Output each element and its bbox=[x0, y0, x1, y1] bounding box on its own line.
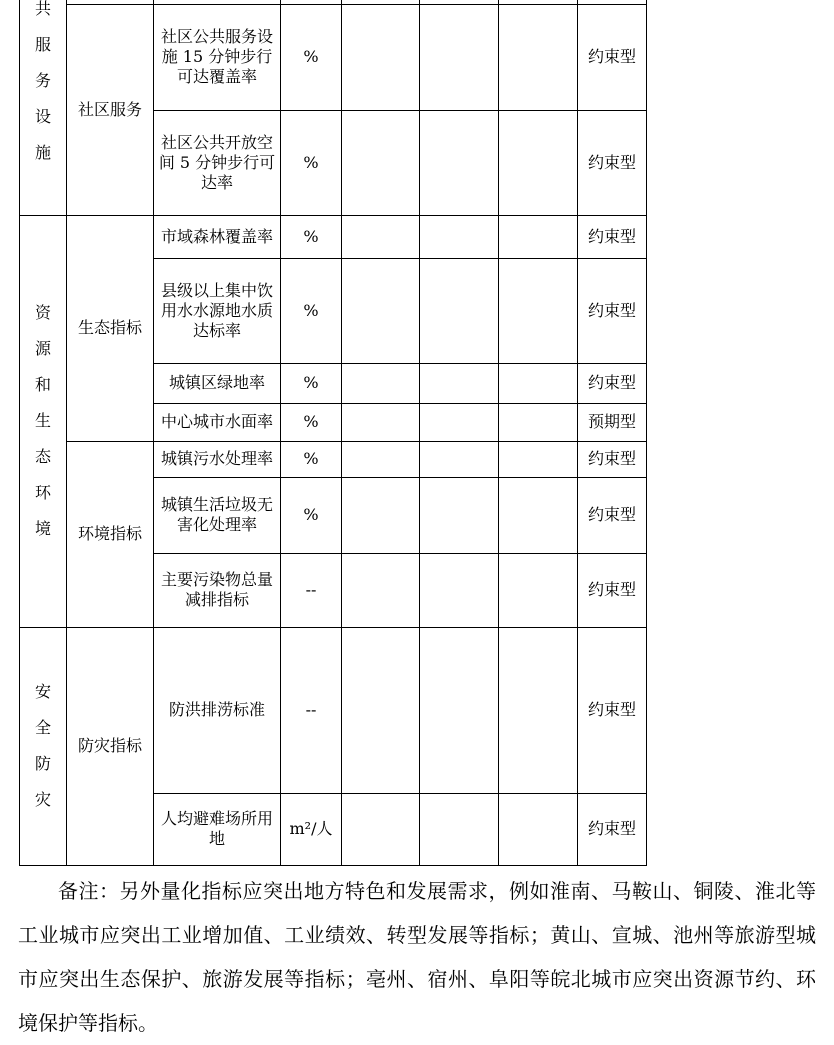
empty-cell bbox=[420, 4, 499, 110]
indicator-cell: 城镇区绿地率 bbox=[154, 363, 281, 403]
type-cell: 约束型 bbox=[578, 477, 647, 553]
empty-cell bbox=[499, 477, 578, 553]
category-cell-resources-ecology bbox=[20, 215, 67, 627]
footnote bbox=[18, 869, 816, 1045]
footnote-line: 市应突出生态保护、旅游发展等指标；亳州、宿州、阜阳等皖北城市应突出资源节约、环 bbox=[18, 967, 816, 991]
indicator-cell: 主要污染物总量减排指标 bbox=[154, 553, 281, 627]
unit-cell: % bbox=[281, 258, 342, 363]
subcategory-cell-disaster-prevention-indicators: 防灾指标 bbox=[67, 627, 154, 865]
unit-cell: % bbox=[281, 215, 342, 258]
empty-cell bbox=[342, 477, 420, 553]
unit-cell: % bbox=[281, 477, 342, 553]
category-char: 灾 bbox=[34, 790, 51, 809]
indicator-cell: 社区公共开放空间 5 分钟步行可达率 bbox=[154, 110, 281, 215]
empty-cell bbox=[499, 4, 578, 110]
category-char: 和 bbox=[34, 375, 51, 394]
type-cell: 约束型 bbox=[578, 363, 647, 403]
indicator-cell: 城镇生活垃圾无害化处理率 bbox=[154, 477, 281, 553]
type-cell: 约束型 bbox=[578, 4, 647, 110]
category-char: 环 bbox=[34, 483, 51, 502]
subcategory-cell-environment-indicators: 环境指标 bbox=[67, 441, 154, 627]
indicator-table bbox=[19, 0, 647, 866]
subcategory-cell-ecology-indicators: 生态指标 bbox=[67, 215, 154, 441]
table-row bbox=[20, 441, 647, 477]
category-char: 生 bbox=[34, 411, 51, 430]
type-cell: 约束型 bbox=[578, 627, 647, 793]
type-cell: 约束型 bbox=[578, 110, 647, 215]
table-row bbox=[20, 627, 647, 793]
empty-cell bbox=[420, 627, 499, 793]
empty-cell bbox=[342, 110, 420, 215]
type-cell: 约束型 bbox=[578, 441, 647, 477]
unit-cell: % bbox=[281, 4, 342, 110]
empty-cell bbox=[342, 258, 420, 363]
unit-cell: % bbox=[281, 363, 342, 403]
category-char: 安 bbox=[34, 682, 51, 701]
unit-cell: % bbox=[281, 403, 342, 441]
indicator-cell: 县级以上集中饮用水水源地水质达标率 bbox=[154, 258, 281, 363]
empty-cell bbox=[342, 403, 420, 441]
empty-cell bbox=[342, 4, 420, 110]
indicator-cell: 人均避难场所用地 bbox=[154, 793, 281, 865]
empty-cell bbox=[420, 477, 499, 553]
empty-cell bbox=[342, 793, 420, 865]
indicator-cell: 社区公共服务设施 15 分钟步行可达覆盖率 bbox=[154, 4, 281, 110]
category-char: 服 bbox=[34, 35, 51, 55]
category-char: 共 bbox=[34, 0, 51, 19]
empty-cell bbox=[499, 215, 578, 258]
category-cell-public-service-facilities bbox=[20, 0, 67, 215]
type-cell: 约束型 bbox=[578, 793, 647, 865]
empty-cell bbox=[420, 363, 499, 403]
unit-cell: % bbox=[281, 110, 342, 215]
empty-cell bbox=[420, 403, 499, 441]
indicator-cell: 市域森林覆盖率 bbox=[154, 215, 281, 258]
type-cell: 约束型 bbox=[578, 258, 647, 363]
empty-cell bbox=[420, 793, 499, 865]
empty-cell bbox=[499, 363, 578, 403]
category-char: 源 bbox=[34, 339, 51, 358]
vertical-text-clip bbox=[20, 0, 66, 205]
empty-cell bbox=[420, 215, 499, 258]
indicator-cell: 中心城市水面率 bbox=[154, 403, 281, 441]
category-char: 施 bbox=[34, 143, 51, 163]
type-cell: 约束型 bbox=[578, 553, 647, 627]
unit-cell: -- bbox=[281, 627, 342, 793]
category-char: 务 bbox=[34, 71, 51, 91]
category-char: 态 bbox=[34, 447, 51, 466]
indicator-cell: 防洪排涝标准 bbox=[154, 627, 281, 793]
empty-cell bbox=[499, 627, 578, 793]
type-cell: 预期型 bbox=[578, 403, 647, 441]
footnote-line: 备注：另外量化指标应突出地方特色和发展需求，例如淮南、马鞍山、铜陵、淮北等 bbox=[58, 879, 816, 903]
empty-cell bbox=[342, 627, 420, 793]
category-char: 境 bbox=[34, 519, 51, 538]
category-char: 防 bbox=[34, 754, 51, 773]
empty-cell bbox=[342, 553, 420, 627]
empty-cell bbox=[342, 363, 420, 403]
empty-cell bbox=[499, 553, 578, 627]
unit-cell: -- bbox=[281, 553, 342, 627]
empty-cell bbox=[420, 258, 499, 363]
empty-cell bbox=[420, 110, 499, 215]
type-cell: 约束型 bbox=[578, 215, 647, 258]
unit-cell: m²/人 bbox=[281, 793, 342, 865]
category-char: 设 bbox=[34, 107, 51, 127]
category-cell-safety-disaster-prevention bbox=[20, 627, 67, 865]
empty-cell bbox=[420, 553, 499, 627]
empty-cell bbox=[342, 215, 420, 258]
table-row bbox=[20, 4, 647, 110]
indicator-cell: 城镇污水处理率 bbox=[154, 441, 281, 477]
empty-cell bbox=[420, 441, 499, 477]
empty-cell bbox=[499, 441, 578, 477]
footnote-line: 境保护等指标。 bbox=[18, 1011, 158, 1035]
footnote-line: 工业城市应突出工业增加值、工业绩效、转型发展等指标；黄山、宣城、池州等旅游型城 bbox=[18, 923, 816, 947]
unit-cell: % bbox=[281, 441, 342, 477]
table-row bbox=[20, 215, 647, 258]
empty-cell bbox=[499, 793, 578, 865]
subcategory-cell-community-service: 社区服务 bbox=[67, 4, 154, 215]
category-char: 全 bbox=[34, 718, 51, 737]
category-char: 资 bbox=[34, 303, 51, 322]
empty-cell bbox=[499, 110, 578, 215]
empty-cell bbox=[499, 403, 578, 441]
empty-cell bbox=[342, 441, 420, 477]
empty-cell bbox=[499, 258, 578, 363]
